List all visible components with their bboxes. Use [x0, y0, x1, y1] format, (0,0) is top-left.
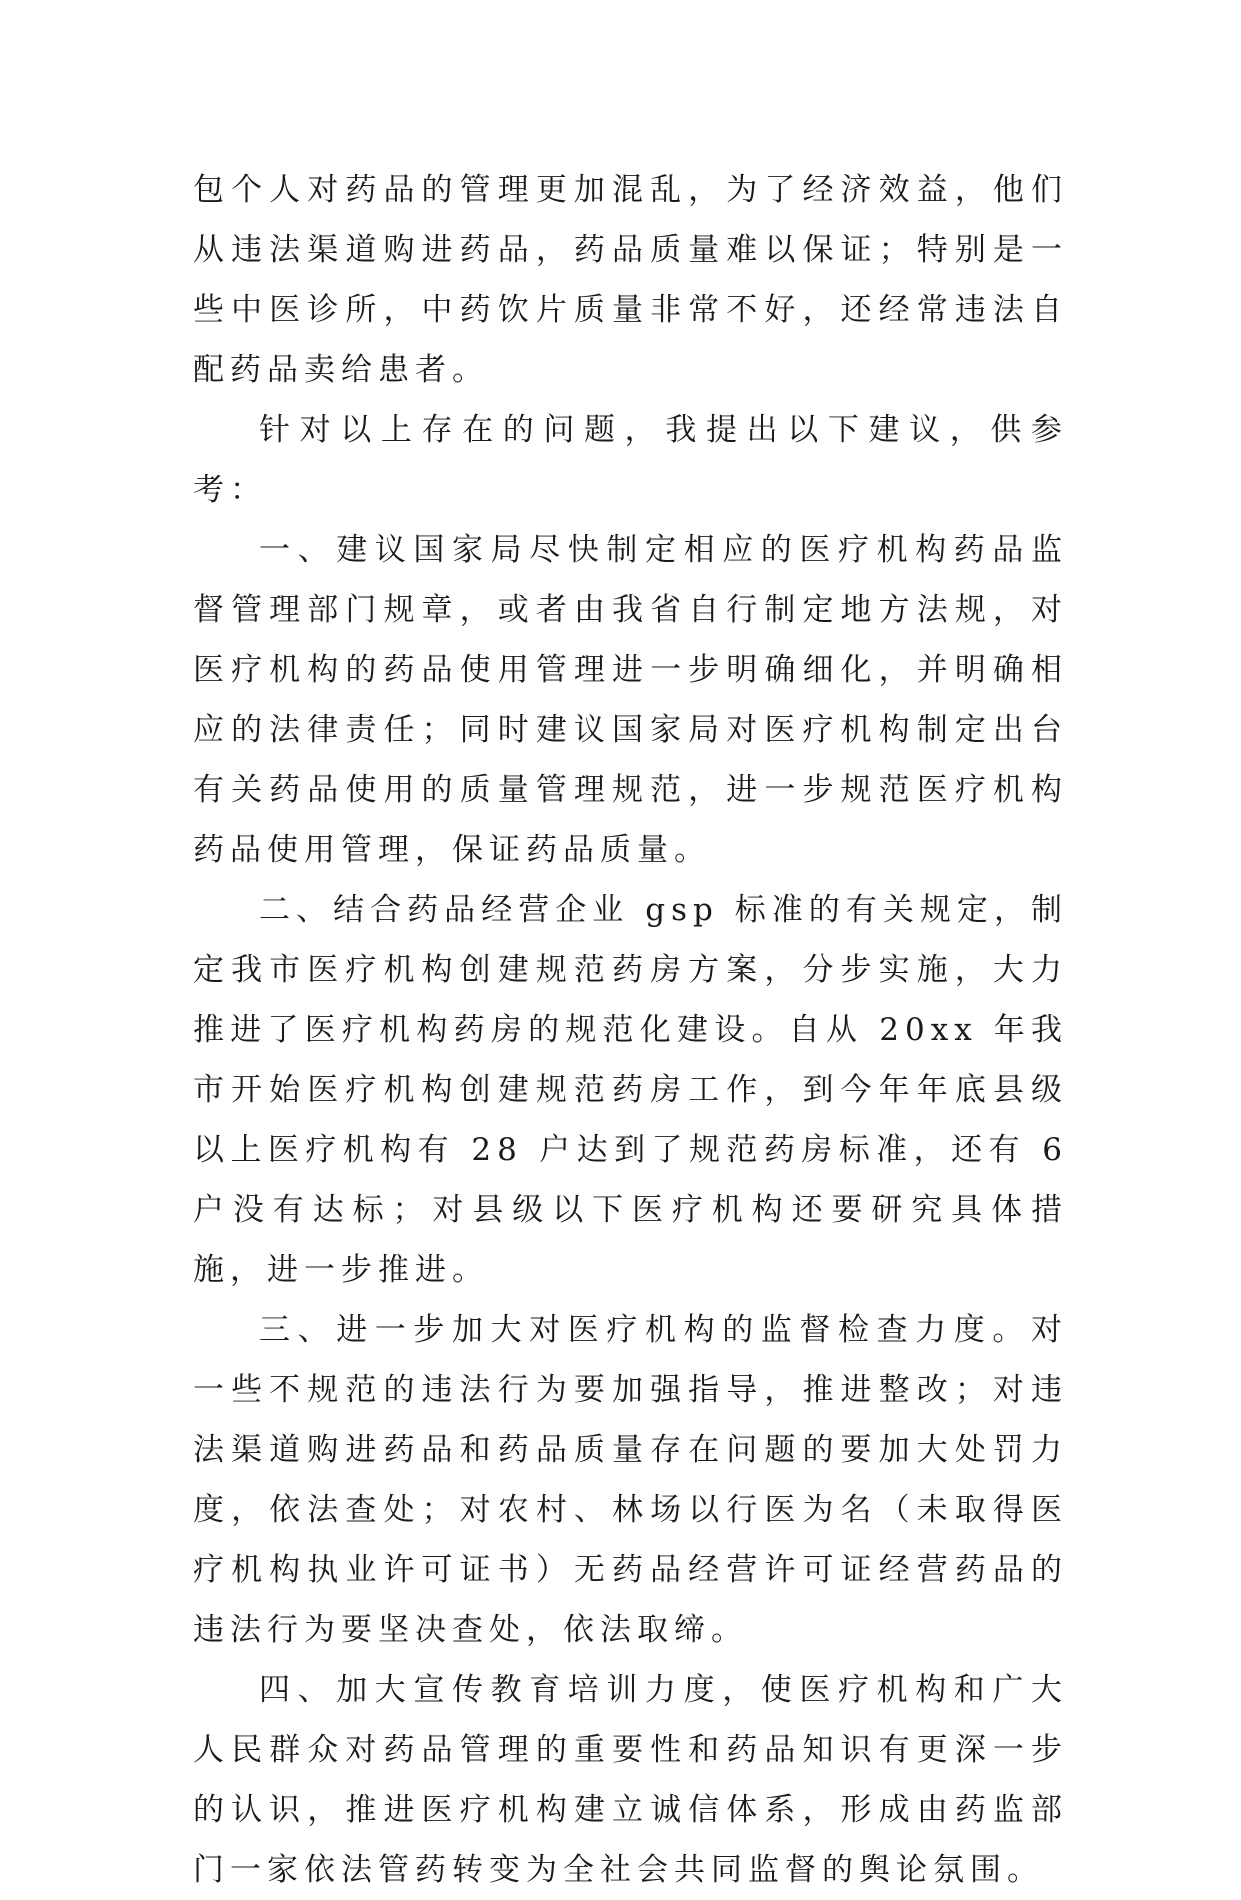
- paragraph-continuation: 包个人对药品的管理更加混乱，为了经济效益，他们从违法渠道购进药品，药品质量难以保证；特别是一些中医诊所，中药饮片质量非常不好，还经常违法自配药品卖给患者。: [193, 172, 1068, 388]
- paragraph-suggestion-3: 三、进一步加大对医疗机构的监督检查力度。对一些不规范的违法行为要加强指导，推进整改；对违法渠道购进药品和药品质量存在问题的要加大处罚力度，依法查处；对农村、林场以行医为名（未取得医疗机构执业许可证书）无药品经营许可证经营药品的违法行为要坚决查处，依法取缔。: [193, 1312, 1068, 1648]
- paragraph-suggestion-1: 一、建议国家局尽快制定相应的医疗机构药品监督管理部门规章，或者由我省自行制定地方法规，对医疗机构的药品使用管理进一步明确细化，并明确相应的法律责任；同时建议国家局对医疗机构制定出台有关药品使用的质量管理规范，进一步规范医疗机构药品使用管理，保证药品质量。: [193, 532, 1068, 868]
- paragraph-suggestion-4: 四、加大宣传教育培训力度，使医疗机构和广大人民群众对药品管理的重要性和药品知识有更深一步的认识，推进医疗机构建立诚信体系，形成由药监部门一家依法管药转变为全社会共同监督的舆论氛围。: [193, 1672, 1068, 1888]
- paragraph-suggestion-2: 二、结合药品经营企业 gsp 标准的有关规定，制定我市医疗机构创建规范药房方案，分步实施，大力推进了医疗机构药房的规范化建设。自从 20xx 年我市开始医疗机构创建规范药房工作，到今年年底县级以上医疗机构有 28 户达到了规范药房标准，还有 6 户没有达标；对县级以下医疗机构还要研究具体措施，进一步推进。: [193, 892, 1068, 1288]
- document-body: [193, 160, 1068, 1900]
- paragraph-intro: 针对以上存在的问题，我提出以下建议，供参考：: [193, 412, 1068, 508]
